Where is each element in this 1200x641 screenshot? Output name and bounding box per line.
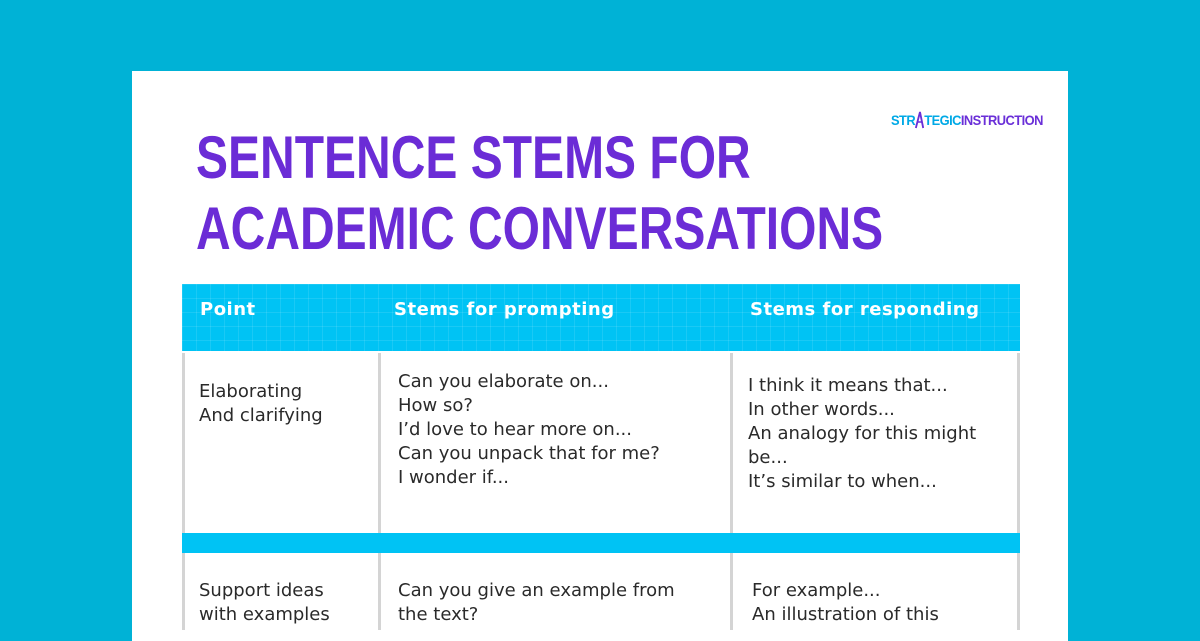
- cell-point: [199, 579, 330, 627]
- cell-line: An illustration of this: [752, 604, 939, 625]
- cell-line: And clarifying: [199, 405, 323, 426]
- cell-line: I’d love to hear more on...: [398, 419, 632, 440]
- logo-a-mark-icon: [915, 111, 924, 129]
- header-prompting: Stems for prompting: [394, 299, 615, 320]
- header-responding: Stems for responding: [750, 299, 980, 320]
- cell-line: An analogy for this might: [748, 423, 977, 444]
- cell-line: For example...: [752, 580, 881, 601]
- table-row: [182, 553, 1020, 630]
- column-divider: [378, 353, 381, 533]
- cell-line: Can you give an example from: [398, 580, 675, 601]
- row-separator-band: [182, 533, 1020, 553]
- cell-line: In other words...: [748, 399, 895, 420]
- title-line-1: SENTENCE STEMS FOR: [196, 124, 751, 191]
- logo-text-part2: TEGIC: [924, 112, 961, 128]
- table-row: [182, 353, 1020, 533]
- logo-text-part3: INSTRUCTION: [960, 112, 1043, 128]
- cell-point: [199, 380, 323, 428]
- title-line-2: ACADEMIC CONVERSATIONS: [196, 195, 884, 262]
- logo-text-part1: STR: [891, 112, 916, 128]
- column-divider: [182, 553, 185, 630]
- cell-line: Can you elaborate on...: [398, 371, 609, 392]
- cell-responding: [752, 579, 939, 627]
- column-divider: [1017, 353, 1020, 533]
- column-divider: [730, 553, 733, 630]
- column-divider: [182, 353, 185, 533]
- strategic-instruction-logo: [891, 111, 1043, 129]
- cell-line: Can you unpack that for me?: [398, 443, 660, 464]
- cell-line: Elaborating: [199, 381, 303, 402]
- cell-line: It’s similar to when...: [748, 471, 937, 492]
- cell-responding: [748, 374, 976, 494]
- page-title: [196, 122, 883, 264]
- column-divider: [378, 553, 381, 630]
- cell-prompting: [398, 579, 675, 627]
- column-divider: [730, 353, 733, 533]
- column-divider: [1017, 553, 1020, 630]
- cell-line: Support ideas: [199, 580, 324, 601]
- cell-line: I think it means that...: [748, 375, 948, 396]
- sentence-stems-table: [182, 284, 1020, 630]
- cell-line: be...: [748, 447, 788, 468]
- cell-line: with examples: [199, 604, 330, 625]
- table-header: [182, 284, 1020, 351]
- cell-line: How so?: [398, 395, 473, 416]
- header-point: Point: [200, 299, 256, 320]
- cell-prompting: [398, 370, 660, 490]
- cell-line: I wonder if...: [398, 467, 509, 488]
- cell-line: the text?: [398, 604, 479, 625]
